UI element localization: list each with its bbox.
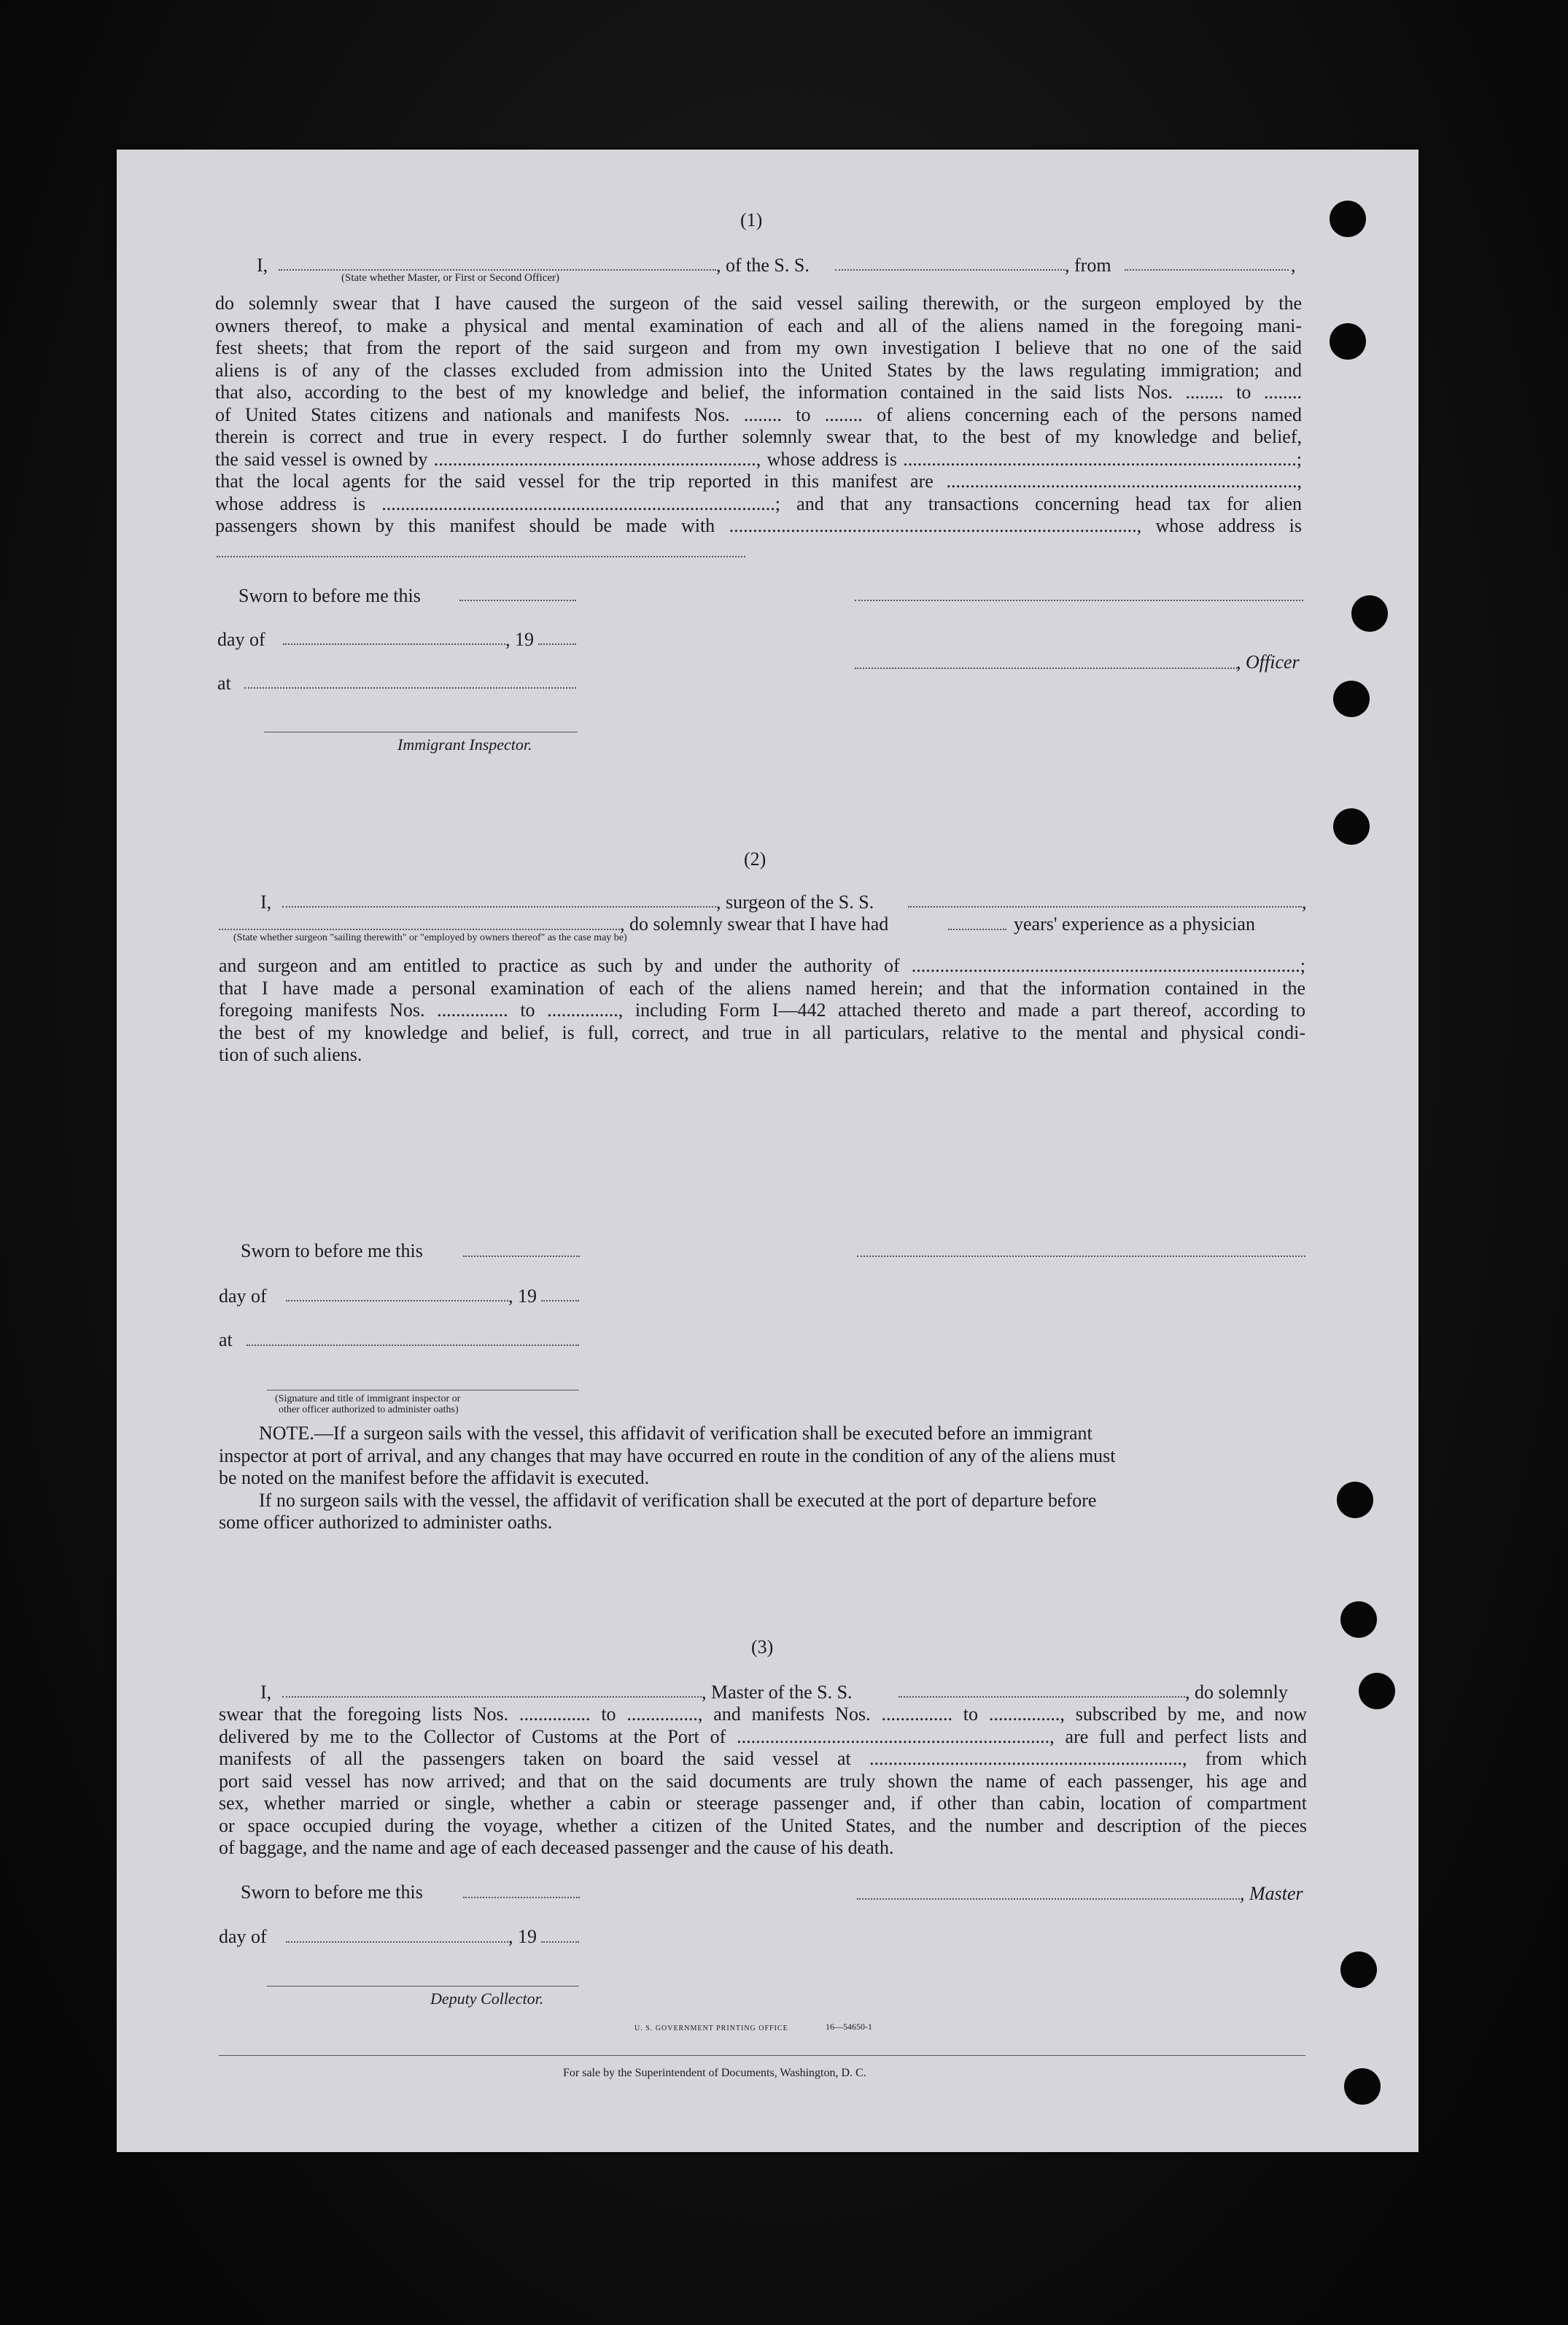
body-line: owners thereof, to make a physical and mental examination of each and all of the aliens named in the foregoing mani- [215,314,1302,336]
month-field-2[interactable] [286,1300,508,1301]
at-place-field-1[interactable] [244,687,576,689]
address-continuation-field[interactable] [217,556,745,557]
at-label-1: at [217,673,231,694]
year-label-3: , 19 [508,1926,537,1947]
verification-note [219,1423,1305,1534]
section-3-i: I, [260,1682,272,1703]
note-line: be noted on the manifest before the affidavit is executed. [219,1467,650,1488]
day-of-label-1: day of [217,629,265,650]
surgeon-note: (State whether surgeon "sailing therewith" or "employed by owners thereof" as the case may be) [233,932,627,943]
body-line: foregoing manifests Nos. ............... to ..............., including Form I—442 attached thereto and made a part thereof, according to [219,999,1305,1021]
footer-rule [219,2055,1305,2056]
swear-label: , do solemnly swear that I have had [620,913,889,935]
body-line: that I have made a personal examination of each of the aliens named herein; and that the information contained in the [219,977,1305,999]
of-ss-label: , of the S. S. [716,255,810,276]
punch-hole [1333,681,1370,717]
punch-hole [1351,595,1388,632]
sworn-label-1: Sworn to before me this [238,585,421,606]
body-line: of baggage, and the name and age of each deceased passenger and the cause of his death. [219,1837,894,1858]
sworn-label-3: Sworn to before me this [241,1881,423,1903]
officer-name-field[interactable] [279,269,716,271]
trailing-comma-2: , [1302,891,1307,913]
year-label-1: , 19 [505,629,534,650]
officer-label: , Officer [1236,651,1300,673]
year-field-1[interactable] [538,643,576,645]
body-line: passengers shown by this manifest should be made with ......................................................................................, whose address is [215,515,1302,536]
experience-label: years' experience as a physician [1014,913,1255,935]
month-field-3[interactable] [286,1941,508,1943]
master-sign-field[interactable] [857,1898,1240,1900]
body-line: or space occupied during the voyage, whether a citizen of the United States, and the number and description of the pieces [219,1814,1307,1836]
years-field[interactable] [948,929,1006,930]
body-line: the best of my knowledge and belief, is full, correct, and true in all particulars, relative to the mental and physical condi- [219,1021,1305,1043]
signature-field-2[interactable] [857,1256,1305,1257]
punch-hole [1330,201,1366,237]
section-1-number: (1) [740,209,763,231]
sworn-label-2: Sworn to before me this [241,1240,423,1261]
signature-note-2: other officer authorized to administer oaths) [279,1404,459,1415]
master-label: , Master [1240,1883,1303,1904]
body-line: therein is correct and true in every respect. I do further solemnly swear that, to the best of my knowledge and belief, [215,426,1302,447]
sworn-day-field-2[interactable] [463,1256,580,1257]
ship-name-field[interactable] [835,269,1065,271]
punch-hole [1340,1601,1377,1638]
punch-hole [1333,808,1370,845]
signature-field-1[interactable] [855,600,1303,601]
sworn-day-field-3[interactable] [463,1897,580,1898]
body-line: port said vessel has now arrived; and that on the said documents are truly shown the name of each passenger, his age and [219,1770,1307,1792]
master-of-label: , Master of the S. S. [702,1682,853,1703]
punch-hole [1340,1951,1377,1988]
surgeon-name-field[interactable] [282,906,716,908]
section-1-body [215,293,1302,538]
punch-hole [1337,1482,1373,1518]
punch-hole [1344,2068,1381,2105]
year-field-3[interactable] [541,1941,579,1943]
trailing-comma: , [1291,255,1296,276]
body-line: manifests of all the passengers taken on board the said vessel at .................................................................., from which [219,1748,1307,1769]
body-line: and surgeon and am entitled to practice as such by and under the authority of ..................................................................................; [219,955,1305,976]
body-line: whose address is ...................................................................................; and that any transactions concerning head tax for alien [215,492,1302,514]
section-2-number: (2) [744,848,766,870]
for-sale-notice: For sale by the Superintendent of Documents, Washington, D. C. [563,2067,866,2079]
body-line: do solemnly swear that I have caused the surgeon of the said vessel sailing therewith, or the surgeon employed by the [215,293,1302,314]
at-place-field-2[interactable] [247,1345,579,1346]
surgeon-ship-field[interactable] [908,906,1302,908]
section-1-i: I, [257,255,268,276]
body-line: tion of such aliens. [219,1044,362,1065]
printing-office: U. S. GOVERNMENT PRINTING OFFICE [634,2024,788,2032]
day-of-label-3: day of [219,1926,267,1947]
body-line: sex, whether married or single, whether a cabin or steerage passenger and, if other than cabin, location of compartment [219,1792,1307,1814]
section-2-body [219,955,1305,1067]
signature-note-1: (Signature and title of immigrant inspector or [275,1393,461,1404]
body-line: swear that the foregoing lists Nos. ............... to ..............., and manifests Nos. ............... to ..............., subscribed by me, and now [219,1703,1307,1725]
surgeon-status-field[interactable] [219,929,620,930]
body-line: of United States citizens and nationals and manifests Nos. ........ to ........ of aliens concerning each of the persons named [215,403,1302,425]
month-field-1[interactable] [283,643,505,645]
punch-hole [1359,1673,1395,1709]
body-line: that also, according to the best of my knowledge and belief, the information contained in the said lists Nos. ........ to ........ [215,382,1302,403]
day-of-label-2: day of [219,1285,267,1307]
note-line: If no surgeon sails with the vessel, the affidavit of verification shall be executed at the port of departure before [259,1489,1097,1511]
year-label-2: , 19 [508,1285,537,1307]
year-field-2[interactable] [541,1300,579,1301]
officer-sign-field[interactable] [855,668,1238,669]
surgeon-of-label: , surgeon of the S. S. [716,891,874,913]
master-name-field[interactable] [282,1696,702,1698]
note-line: NOTE.—If a surgeon sails with the vessel, this affidavit of verification shall be executed before an immigrant [259,1423,1092,1444]
body-line: fest sheets; that from the report of the said surgeon and from my own investigation I believe that no one of the said [215,337,1302,358]
sworn-day-field-1[interactable] [459,600,576,601]
section-3-body [219,1703,1307,1860]
body-line: aliens is of any of the classes excluded from admission into the United States by the laws regulating immigration; and [215,359,1302,381]
form-code: 16—54650-1 [826,2022,872,2032]
form-page [117,150,1418,2152]
master-ship-field[interactable] [899,1696,1185,1698]
deputy-label: Deputy Collector. [430,1989,544,2008]
body-line: that the local agents for the said vessel for the trip reported in this manifest are .........................................................................., [215,471,1302,492]
at-label-2: at [219,1329,233,1350]
note-line: inspector at port of arrival, and any changes that may have occurred en route in the condition of any of the aliens must [219,1444,1116,1466]
punch-hole [1330,323,1366,360]
note-line: some officer authorized to administer oaths. [219,1512,553,1533]
solemnly-label: , do solemnly [1185,1682,1288,1703]
body-line: delivered by me to the Collector of Customs at the Port of .................................................................., are full and perfect lists and [219,1725,1307,1747]
body-line: the said vessel is owned by ...................................................................., whose address is ...................................................................................; [215,448,1302,470]
section-3-number: (3) [751,1636,774,1657]
from-label: , from [1065,255,1111,276]
inspector-label: Immigrant Inspector. [397,735,532,754]
from-port-field[interactable] [1125,269,1289,271]
section-2-i: I, [260,891,272,913]
officer-note: (State whether Master, or First or Second Officer) [341,272,560,284]
